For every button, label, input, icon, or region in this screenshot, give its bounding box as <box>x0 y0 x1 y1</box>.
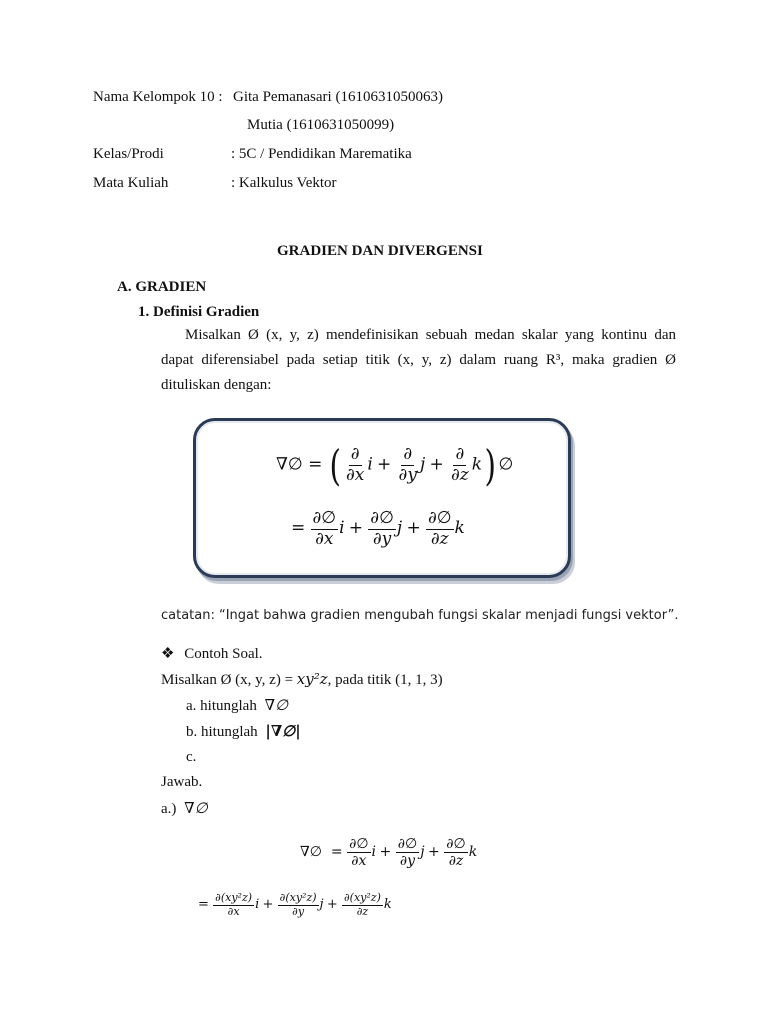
example-problem <box>161 670 443 689</box>
group-label: Nama Kelompok 10 : <box>93 89 223 105</box>
question-a <box>186 696 288 715</box>
gradient-formula-line-2: = $\frac{\partial\emptyset}{\partial x}$ i + $\frac{\partial\emptyset}{\partial y}$ j + $\frac{\partial\emptyset}{\partial z}$ k <box>291 508 465 549</box>
class-value: : 5C / Pendidikan Maremat​ika <box>231 146 412 162</box>
gradient-formula-box <box>193 418 571 578</box>
example-heading <box>161 645 263 663</box>
answer-heading: Jawab. <box>161 774 203 790</box>
course-value: : Kalkulus Vektor <box>231 175 337 191</box>
definition-line-1: Misalkan Ø (x, y, z) mendefinisikan sebuah medan skalar yang kontinu dan <box>185 327 676 343</box>
problem-prefix: Misalkan Ø (x, y, z) = <box>161 672 297 688</box>
question-b <box>186 722 301 741</box>
member-name-2: Mutia (1610631050099) <box>247 117 395 133</box>
member-name-1: Gita Pemanasari (1610631050063) <box>233 89 443 105</box>
function-expression: xy²z <box>296 670 328 688</box>
abs-nabla-phi-expression: |∇∅| <box>265 722 301 740</box>
question-a-label: a. hitunglah <box>186 698 257 714</box>
course-label: Mata Kuliah <box>93 175 169 191</box>
definition-line-2: dapat diferensiabel pada setiap titik (x, y, z) dalam ruang R³, maka gradien Ø <box>161 352 676 368</box>
answer-formula-line-2: = $\frac{\text{∂(xy²z)}}{\partial x}$ i + $\frac{\text{∂(xy²z)}}{\partial y}$ j + $\frac{\text{∂(xy²z)}}{\partial z}$ k <box>198 891 392 918</box>
gradient-formula-line-1: ∇∅ = ( $\frac{\partial}{\partial x}$ i + $\frac{\partial}{\partial y}$ j + $\frac{\partial}{\partial z}$ k) ∅ <box>276 441 514 490</box>
answer-a-label: a.) <box>161 801 177 817</box>
example-heading-label: Contoh Soal. <box>184 646 263 662</box>
class-label: Kelas/Prodi <box>93 146 164 162</box>
question-b-label: b. hitunglah <box>186 724 258 740</box>
answer-a-nabla-phi: ∇∅ <box>184 799 208 817</box>
answer-a <box>161 799 208 818</box>
diamond-bullet-icon: ❖ <box>161 646 175 662</box>
subsection-heading-1: 1. Definisi Gradien <box>138 304 260 320</box>
question-c: c. <box>186 749 197 765</box>
nabla-phi-expression: ∇∅ <box>264 696 289 714</box>
document-title: GRADIEN DAN DIVERGENSI <box>277 243 483 259</box>
note-text: catatan: “Ingat bahwa gradien mengubah fungsi skalar menjadi fungsi vektor”. <box>161 608 679 623</box>
answer-formula-line-1: ∇∅ = $\frac{\partial\emptyset}{\partial x}$ i + $\frac{\partial\emptyset}{\partial y}$ j + $\frac{\partial\emptyset}{\partial z}$ k <box>300 836 478 870</box>
problem-suffix: , pada titik (1, 1, 3) <box>327 672 443 688</box>
definition-line-3: dituliskan dengan: <box>161 377 272 393</box>
definition-paragraph <box>161 323 676 398</box>
section-heading-a: A. GRADIEN <box>117 279 207 295</box>
